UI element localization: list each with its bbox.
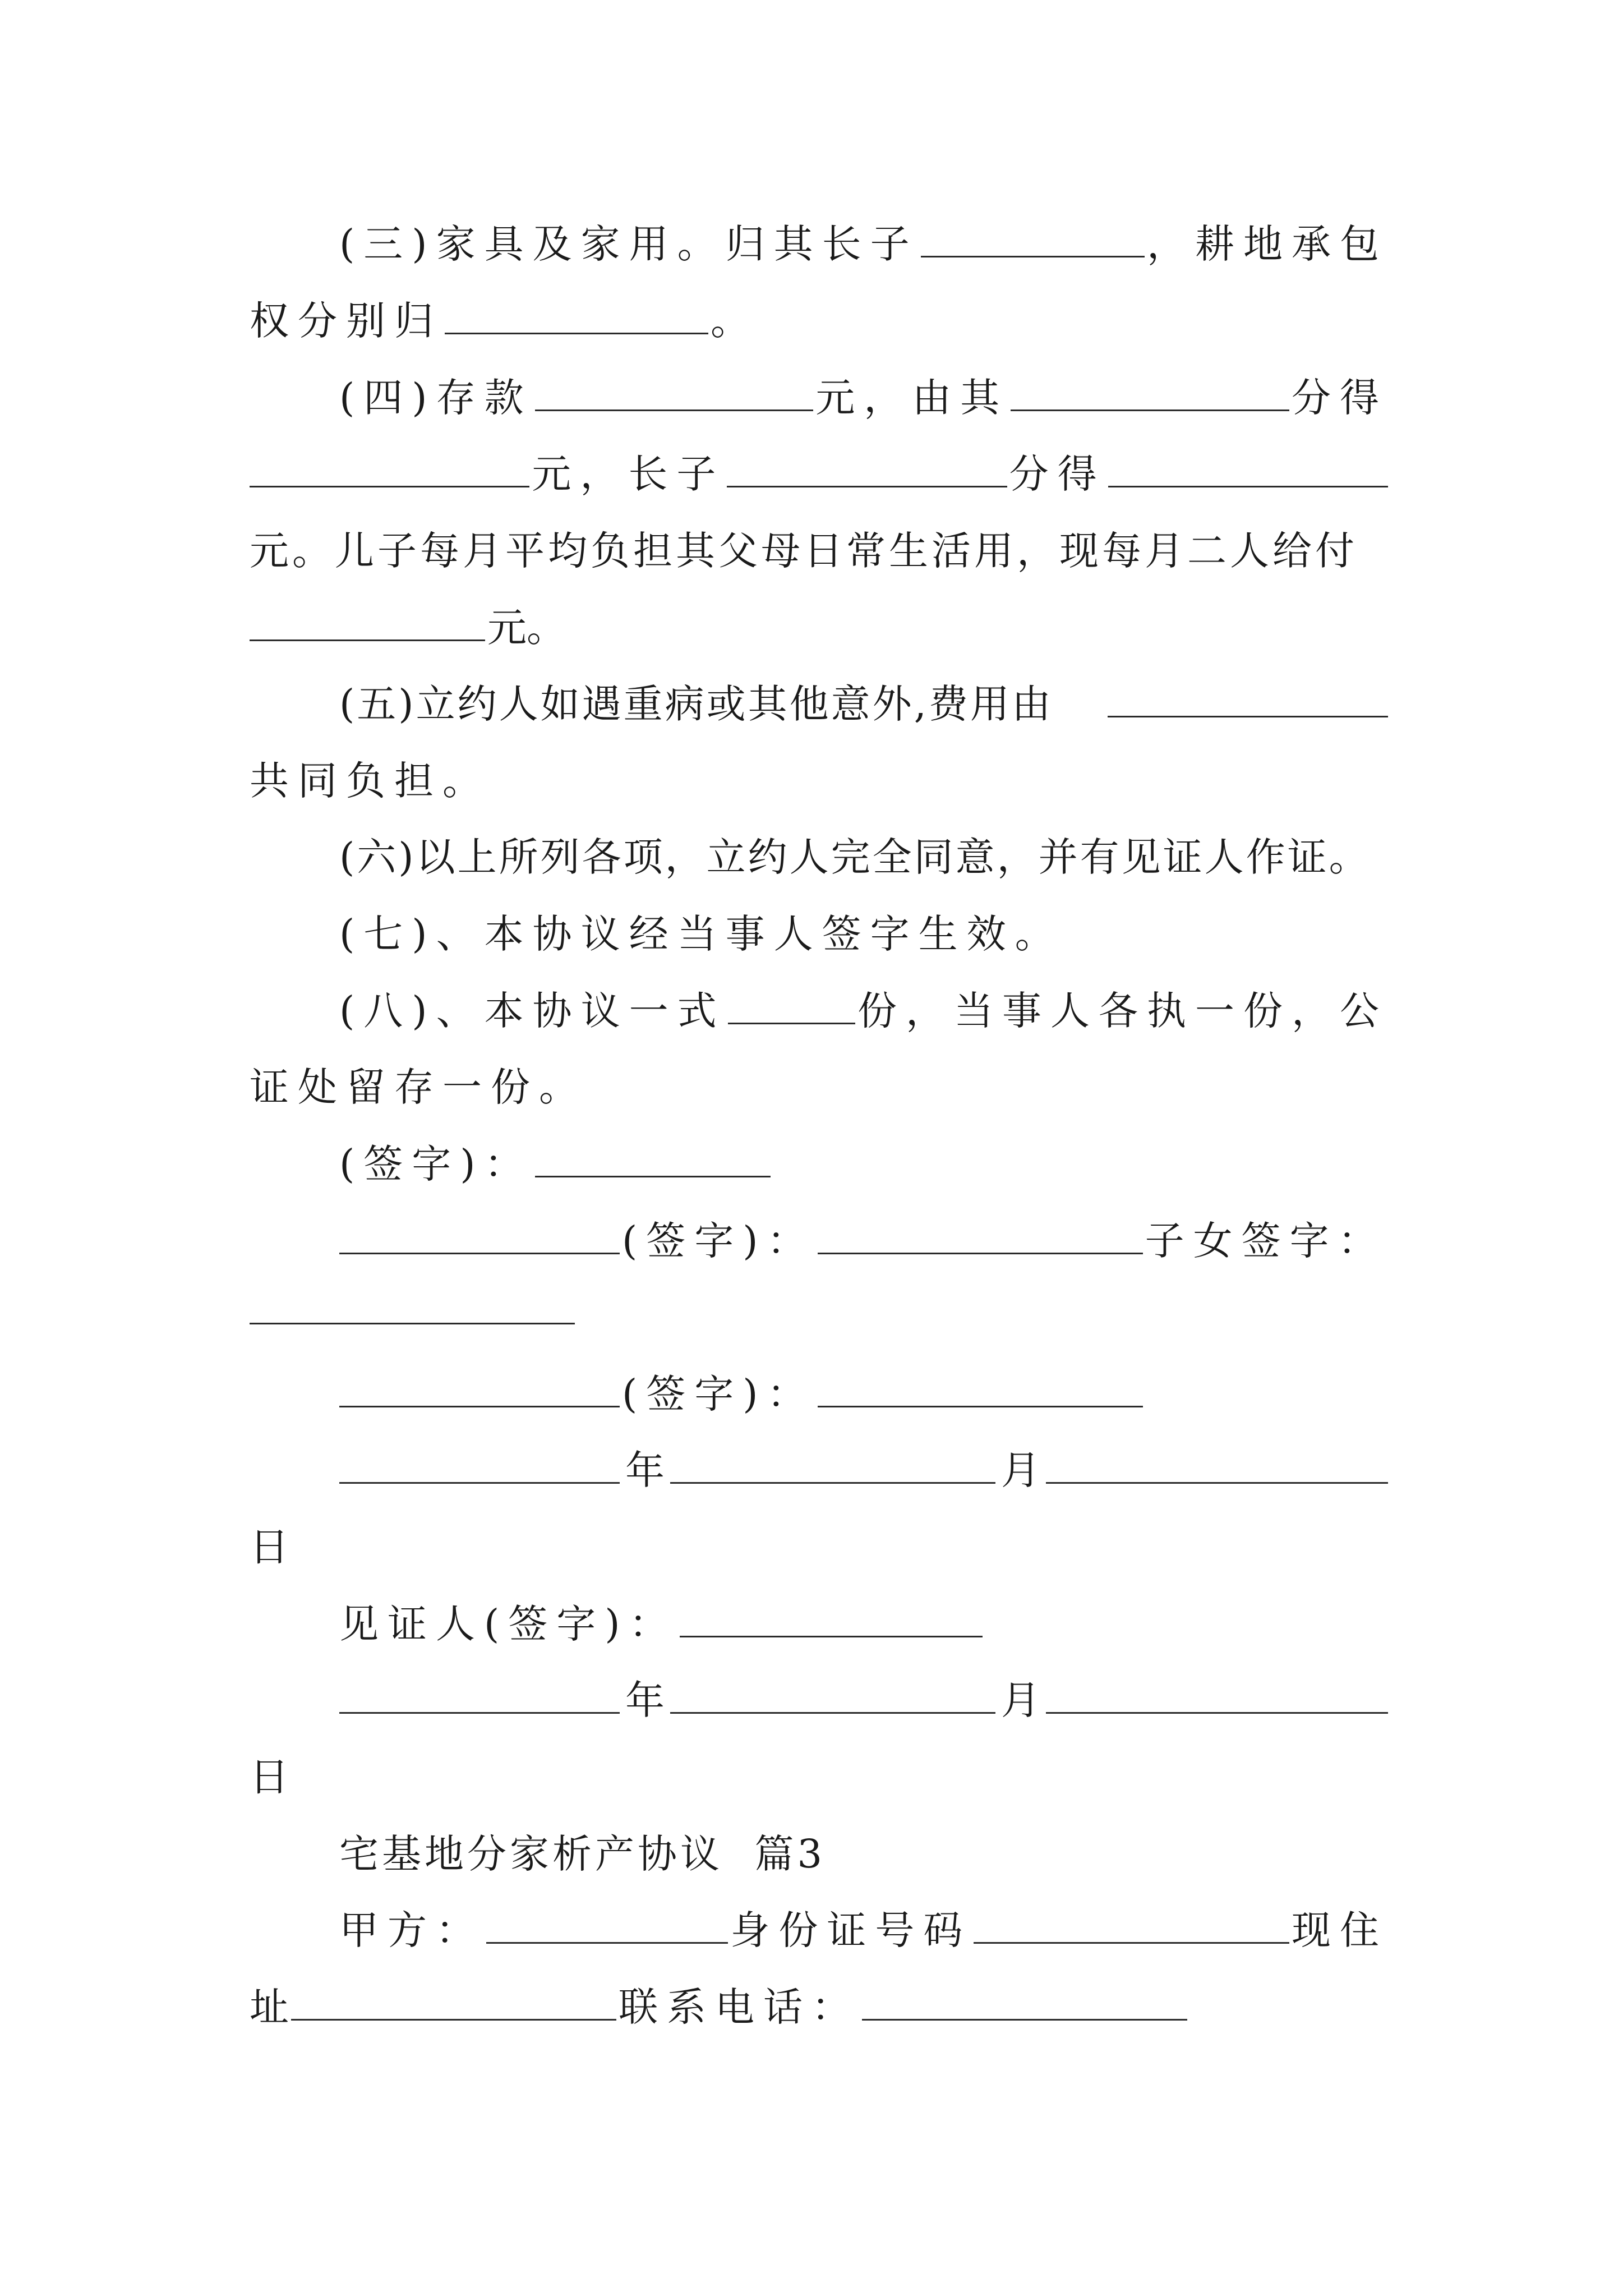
party-a-label: 甲方：: [339, 1907, 484, 1953]
party-name-blank-1[interactable]: [339, 1218, 620, 1254]
signature-blank-3[interactable]: [818, 1371, 1143, 1407]
phone-label: 联系电话：: [619, 1984, 860, 2030]
date-line-2-end: [250, 1748, 1388, 1806]
clause-3-end: 。: [711, 298, 750, 344]
clause-4-line-3: [250, 522, 1388, 580]
year-blank-1[interactable]: [339, 1447, 620, 1484]
clause-7-text: (七)、本协议经当事人签字生效。: [339, 911, 1063, 957]
year-label-2: 年: [625, 1677, 665, 1723]
clause-3-text: (三)家具及家用。归其长子: [339, 221, 919, 267]
day-label-1: 日: [250, 1524, 289, 1570]
witness-line: [339, 1595, 1388, 1653]
clause-3-text-3: 权分别归: [250, 298, 442, 344]
month-blank-2[interactable]: [670, 1677, 995, 1714]
date-line-1: [339, 1441, 1388, 1499]
clause-4-text-5: 分得: [1009, 451, 1106, 497]
children-signature-blank[interactable]: [250, 1288, 575, 1324]
clause-4-line-1: [339, 369, 1388, 427]
clause-8-text-2: 份，当事人各执一份，公: [857, 988, 1388, 1034]
clause-8-line-1: [339, 982, 1388, 1040]
clause-4-text-6: 元。儿子每月平均负担其父母日常生活用，现每月二人给付: [250, 528, 1358, 574]
signature-blank-1[interactable]: [535, 1141, 771, 1177]
signature-line-2: [339, 1212, 1388, 1270]
signature-line-1: [339, 1135, 1388, 1193]
section-heading-line: [339, 1825, 1388, 1883]
month-blank-1[interactable]: [670, 1447, 995, 1484]
clause-8-line-2: [250, 1058, 1388, 1116]
clause-4-line-2: [250, 445, 1388, 503]
clause-4-text-3: 分得: [1292, 375, 1388, 421]
clause-5-line-1: [339, 675, 1388, 733]
signature-label-3: (签字)：: [622, 1371, 815, 1417]
recipient-blank[interactable]: [1011, 375, 1289, 411]
clause-7-line: [339, 905, 1388, 963]
deposit-amount-blank[interactable]: [535, 375, 814, 411]
year-label-1: 年: [625, 1447, 665, 1493]
date-line-2: [339, 1671, 1388, 1729]
eldest-son-share-blank[interactable]: [727, 451, 1007, 487]
monthly-payment-blank[interactable]: [250, 605, 485, 641]
signature-label-2: (签字)：: [622, 1218, 815, 1264]
clause-4-end: 元。: [487, 605, 566, 651]
id-number-label: 身份证号码: [730, 1907, 972, 1953]
clause-4-text-2: 元，由其: [815, 375, 1009, 421]
clause-8-end: 证处留存一份。: [250, 1064, 587, 1110]
phone-blank[interactable]: [862, 1984, 1187, 2021]
clause-6-text: (六)以上所列各项，立约人完全同意，并有见证人作证。: [339, 834, 1371, 880]
section-heading: 宅基地分家析产协议 篇3: [339, 1831, 826, 1877]
witness-signature-label: 见证人(签字)：: [339, 1601, 677, 1647]
month-label-1: 月: [1001, 1447, 1040, 1493]
clause-4-text: (四)存款: [339, 375, 533, 421]
share-amount-blank-1[interactable]: [250, 451, 529, 487]
copies-count-blank[interactable]: [728, 988, 855, 1024]
clause-3-line-2: [250, 292, 1388, 350]
month-label-2: 月: [1001, 1677, 1040, 1723]
address-label-end: 址: [250, 1984, 289, 2030]
address-blank[interactable]: [291, 1984, 616, 2021]
day-blank-1[interactable]: [1046, 1447, 1388, 1484]
eldest-son-blank[interactable]: [921, 221, 1145, 257]
id-number-blank[interactable]: [974, 1907, 1289, 1944]
signature-line-4: [339, 1365, 1388, 1423]
current-address-label: 现住: [1292, 1907, 1388, 1953]
party-name-blank-2[interactable]: [339, 1371, 620, 1407]
clause-4-text-4: 元，长子: [532, 451, 725, 497]
clause-3-text-2: ，耕地承包: [1147, 221, 1388, 267]
clause-5-line-2: [250, 752, 1388, 810]
party-a-line-2: [250, 1978, 1388, 2036]
clause-5-text: (五)立约人如遇重病或其他意外,费用由: [339, 681, 1053, 727]
signature-blank-2[interactable]: [818, 1218, 1143, 1254]
day-label-2: 日: [250, 1754, 289, 1800]
day-blank-2[interactable]: [1046, 1677, 1388, 1714]
party-a-name-blank[interactable]: [486, 1907, 728, 1944]
clause-6-line: [339, 828, 1388, 886]
signature-label: (签字)：: [339, 1141, 533, 1187]
land-rights-blank[interactable]: [445, 298, 708, 334]
children-signature-label: 子女签字：: [1145, 1218, 1386, 1264]
expense-bearer-blank[interactable]: [1108, 681, 1388, 717]
party-a-line-1: [339, 1901, 1388, 1959]
date-line-1-end: [250, 1518, 1388, 1576]
witness-signature-blank[interactable]: [680, 1601, 983, 1637]
clause-5-end: 共同负担。: [250, 758, 491, 804]
clause-4-line-4: [250, 599, 1388, 657]
share-amount-blank-2[interactable]: [1108, 451, 1388, 487]
clause-8-text: (八)、本协议一式: [339, 988, 726, 1034]
clause-3-line-1: [339, 215, 1388, 273]
year-blank-2[interactable]: [339, 1677, 620, 1714]
signature-line-3: [250, 1288, 1388, 1346]
